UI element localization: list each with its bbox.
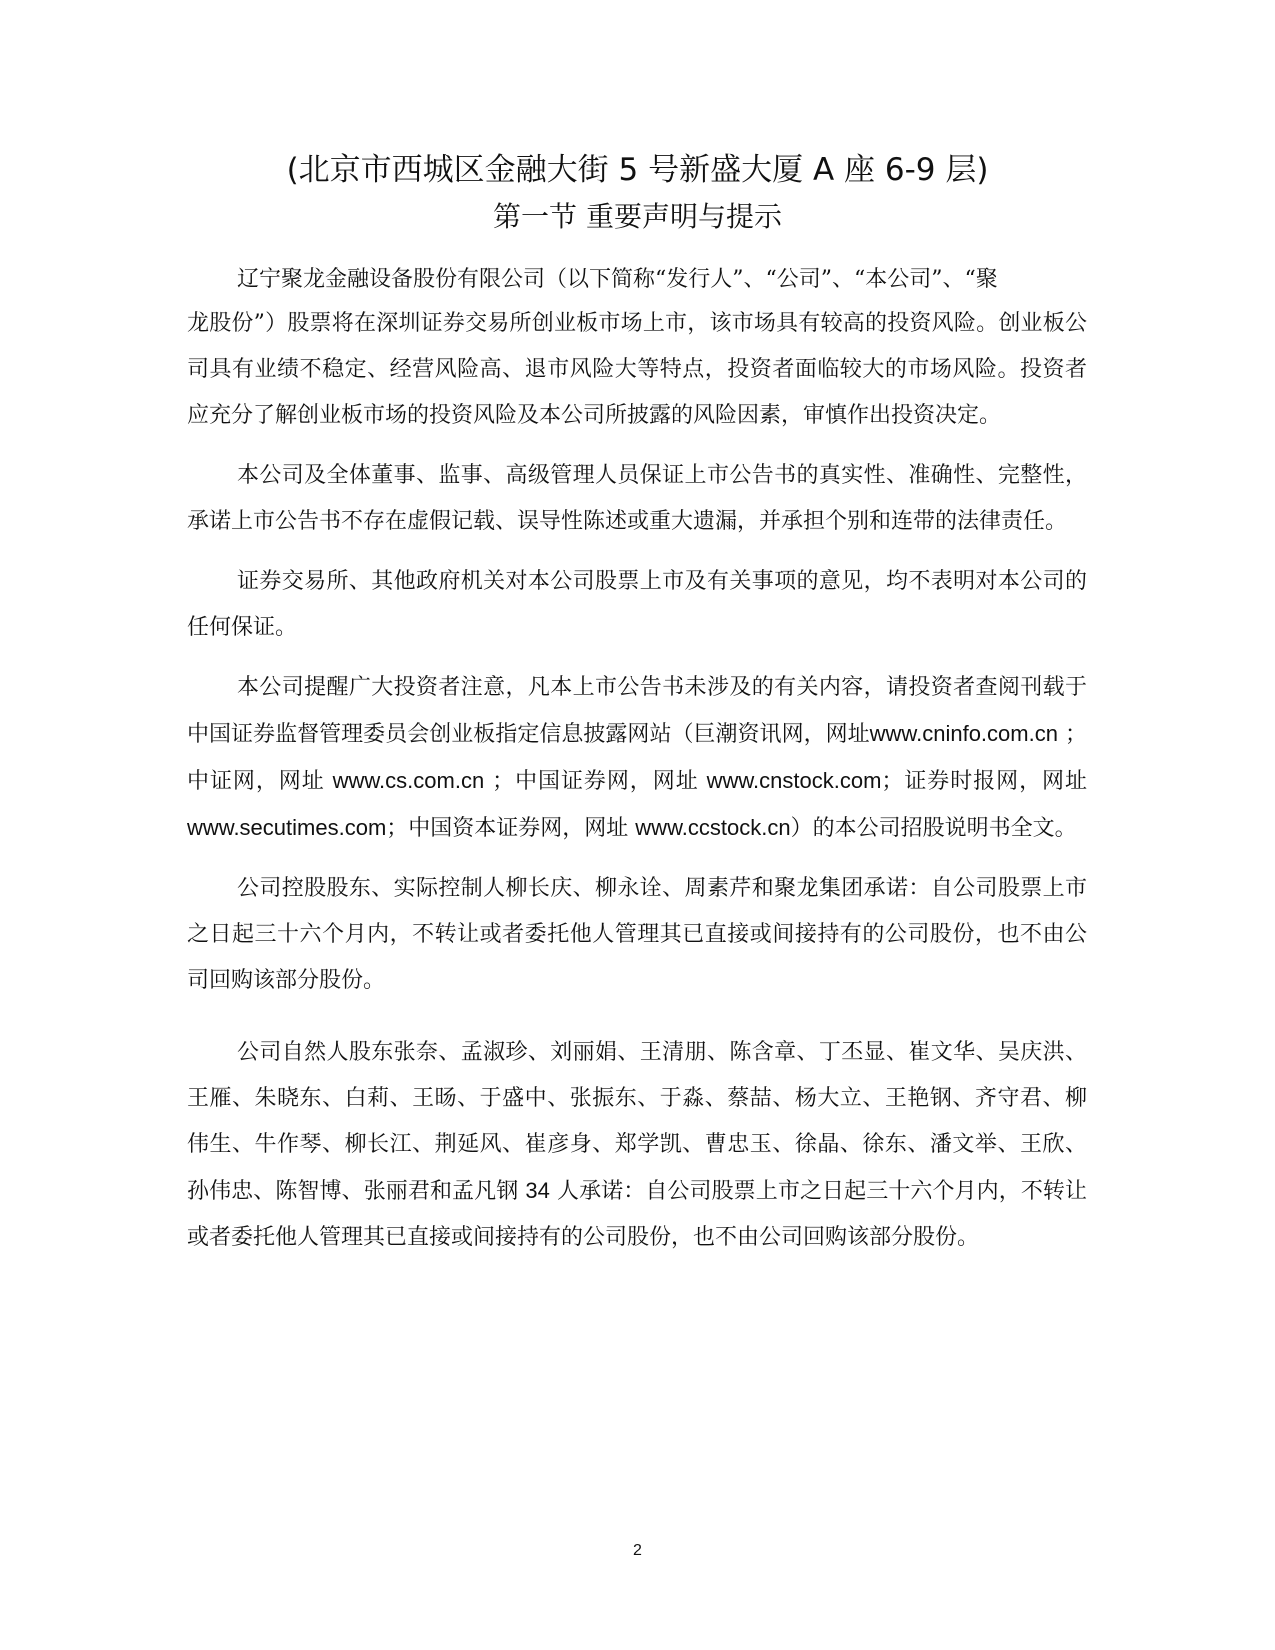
section-title: 第一节 重要声明与提示: [493, 200, 782, 233]
paragraph-4-text-d: ；证券时报网，网址: [881, 769, 1087, 794]
paragraph-6: [187, 1030, 1087, 1261]
url-cs[interactable]: www.cs.com.cn: [332, 768, 485, 793]
title-block: [0, 148, 1275, 238]
url-ccstock[interactable]: www.ccstock.cn: [635, 815, 791, 840]
paragraph-6-text-a: 公司自然人股东张奈、孟淑珍、刘丽娟、王清朋、陈含章、丁丕显、崔文华、吴庆洪、王雁、朱晓东、白莉、王旸、于盛中、张振东、于淼、蔡喆、杨大立、王艳钢、齐守君、柳伟生、牛作琴、柳长江、荆延风、崔彦身、郑学凯、曹忠玉、徐晶、徐东、潘文举、王欣、孙伟忠、陈智博、张丽君和孟凡钢: [187, 1040, 1087, 1204]
paragraph-4: [187, 665, 1087, 852]
shareholder-count: 34: [525, 1178, 550, 1203]
paragraph-3: 证券交易所、其他政府机关对本公司股票上市及有关事项的意见，均不表明对本公司的任何保证。: [187, 569, 1087, 640]
paragraph-4-text-f: ）的本公司招股说明书全文。: [790, 816, 1077, 841]
paragraph-4-text-a: 本公司提醒广大投资者注意，凡本上市公告书未涉及的有关内容，请投资者查阅刊载于中国证券监督管理委员会创业板指定信息披露网站（巨潮资讯网，网址: [187, 675, 1087, 747]
page-number: 2: [633, 1542, 642, 1559]
paragraph-4-text-c: ；中国证券网，网址: [492, 769, 699, 794]
paragraph-1-first-line: 辽宁聚龙金融设备股份有限公司（以下简称“发行人”、“公司”、“本公司”、“聚: [237, 267, 998, 292]
document-body: [187, 265, 1087, 1261]
paragraph-4-text-e: ；中国资本证券网，网址: [386, 816, 629, 841]
paragraph-5: 公司控股股东、实际控制人柳长庆、柳永诠、周素芹和聚龙集团承诺：自公司股票上市之日起三十六个月内，不转让或者委托他人管理其已直接或间接持有的公司股份，也不由公司回购该部分股份。: [187, 876, 1087, 993]
paragraph-6-text-b: 人承诺：自公司股票上市之日起三十六个月内，不转让或者委托他人管理其已直接或间接持有的公司股份，也不由公司回购该部分股份。: [187, 1179, 1087, 1250]
url-secutimes[interactable]: www.secutimes.com: [187, 815, 387, 840]
url-cnstock[interactable]: www.cnstock.com: [706, 768, 882, 793]
paragraph-1-continued: 龙股份”）股票将在深圳证券交易所创业板市场上市，该市场具有较高的投资风险。创业板公司具有业绩不稳定、经营风险高、退市风险大等特点，投资者面临较大的市场风险。投资者应充分了解创业板市场的投资风险及本公司所披露的风险因素，审慎作出投资决定。: [187, 311, 1087, 428]
url-cninfo[interactable]: www.cninfo.com.cn: [869, 721, 1058, 746]
issuer-address: (北京市西城区金融大街 5 号新盛大厦 A 座 6-9 层): [286, 152, 989, 188]
paragraph-2: 本公司及全体董事、监事、高级管理人员保证上市公告书的真实性、准确性、完整性，承诺上市公告书不存在虚假记载、误导性陈述或重大遗漏，并承担个别和连带的法律责任。: [187, 463, 1087, 534]
paragraph-4-text-b: ；中证网，网址: [187, 722, 1087, 794]
